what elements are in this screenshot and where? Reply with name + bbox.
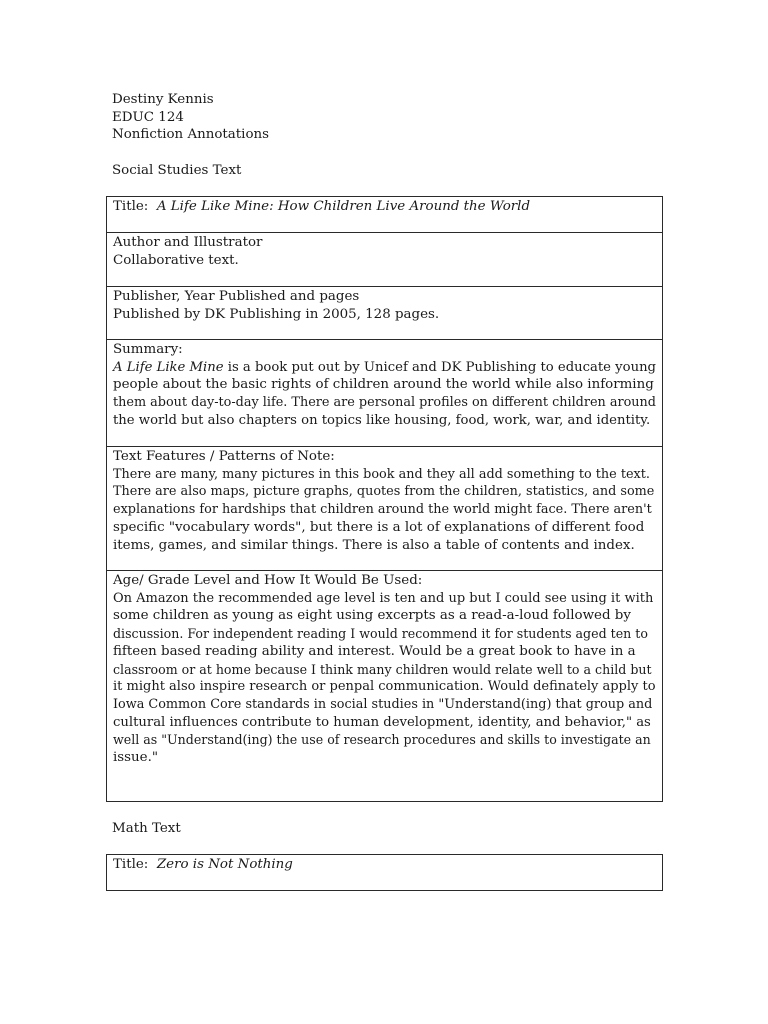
features-row xyxy=(107,447,663,571)
summary-book-title: A Life Like Mine xyxy=(113,359,224,375)
summary-row xyxy=(107,340,663,447)
title-value: A Life Like Mine: How Children Live Around the World xyxy=(156,199,531,214)
age-line-5: classroom or at home because I think many children would relate well to a child but xyxy=(113,661,652,677)
publisher-label: Publisher, Year Published and pages xyxy=(113,289,360,304)
publisher-row xyxy=(107,287,663,340)
assignment-title: Nonfiction Annotations xyxy=(112,127,270,142)
features-cell xyxy=(107,447,663,571)
publisher-value: Published by DK Publishing in 2005, 128 pages. xyxy=(113,306,440,322)
age-line-2: some children as young as eight using excerpts as a read-a-loud followed by xyxy=(113,608,631,624)
course-code: EDUC 124 xyxy=(112,109,184,125)
age-cell xyxy=(107,571,663,802)
summary-line-2: people about the basic rights of children around the world while also informing xyxy=(113,377,654,393)
age-line-9: well as "Understand(ing) the use of research procedures and skills to investigate an xyxy=(113,732,651,748)
features-line-1: There are many, many pictures in this book and they all add something to the text. xyxy=(113,466,650,482)
summary-label: Summary: xyxy=(113,342,183,357)
age-line-3: discussion. For independent reading I would recommend it for students aged ten to xyxy=(113,626,648,642)
summary-line-3: them about day-to-day life. There are personal profiles on different children around xyxy=(113,395,656,411)
author-row xyxy=(107,233,663,287)
math-title-row xyxy=(107,855,663,891)
features-line-3: explanations for hardships that children around the world might face. There aren't xyxy=(113,502,652,518)
features-label: Text Features / Patterns of Note: xyxy=(113,449,335,464)
age-row xyxy=(107,571,663,802)
author-label: Author and Illustrator xyxy=(113,235,263,250)
math-title-label: Title: xyxy=(113,857,149,872)
title-cell xyxy=(107,197,663,233)
social-studies-section-label: Social Studies Text xyxy=(112,163,242,178)
age-line-1: On Amazon the recommended age level is ten and up but I could see using it with xyxy=(113,590,654,606)
age-line-4: fifteen based reading ability and interest. Would be a great book to have in a xyxy=(113,643,636,659)
author-name: Destiny Kennis xyxy=(112,92,214,107)
publisher-cell xyxy=(107,287,663,340)
features-line-4: specific "vocabulary words", but there is a lot of explanations of different food xyxy=(113,519,645,535)
age-line-10: issue." xyxy=(113,750,158,766)
author-value: Collaborative text. xyxy=(113,252,239,268)
document-header xyxy=(112,91,269,144)
age-label: Age/ Grade Level and How It Would Be Used: xyxy=(113,573,423,588)
title-row xyxy=(107,197,663,233)
features-line-2: There are also maps, picture graphs, quotes from the children, statistics, and some xyxy=(113,484,655,500)
author-cell xyxy=(107,233,663,287)
features-line-5: items, games, and similar things. There is also a table of contents and index. xyxy=(113,537,635,553)
math-title-value: Zero is Not Nothing xyxy=(156,857,293,872)
age-line-7: Iowa Common Core standards in social studies in "Understand(ing) that group and xyxy=(113,696,653,712)
age-line-6: it might also inspire research or penpal communication. Would definately apply to xyxy=(113,679,656,695)
math-section-label: Math Text xyxy=(112,821,181,836)
math-title-cell xyxy=(107,855,663,891)
social-studies-table xyxy=(106,196,663,802)
age-line-8: cultural influences contribute to human development, identity, and behavior," as xyxy=(113,714,651,730)
summary-cell xyxy=(107,340,663,447)
title-label: Title: xyxy=(113,199,149,214)
summary-line-1: A Life Like Mine is a book put out by Unicef and DK Publishing to educate young xyxy=(113,359,657,375)
summary-line-4: the world but also chapters on topics like housing, food, work, war, and identity. xyxy=(113,412,651,428)
math-table xyxy=(106,854,663,891)
